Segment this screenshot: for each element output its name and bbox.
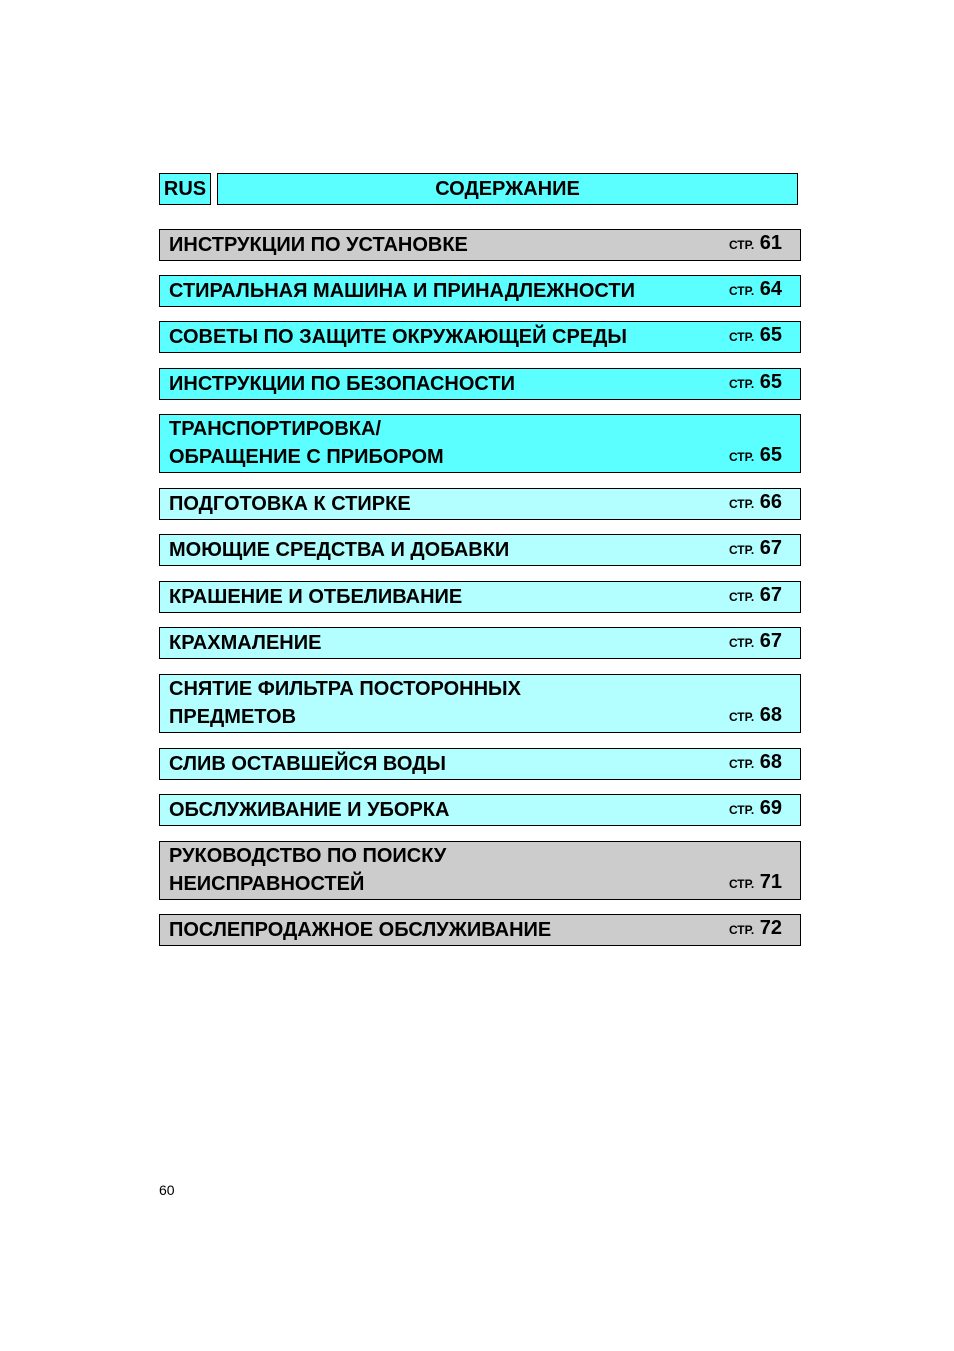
- toc-entry-page-number: 68: [759, 704, 782, 726]
- toc-entry-page-ref: [729, 701, 782, 731]
- toc-entry[interactable]: [159, 534, 801, 566]
- toc-entry-title: МОЮЩИЕ СРЕДСТВА И ДОБАВКИ: [169, 539, 510, 561]
- page-prefix: СТР.: [728, 636, 755, 650]
- toc-entry[interactable]: [159, 748, 801, 780]
- toc-entry[interactable]: [159, 229, 801, 261]
- toc-entry[interactable]: [159, 581, 801, 613]
- toc-entry[interactable]: [159, 674, 801, 733]
- toc-entry-title: СОВЕТЫ ПО ЗАЩИТЕ ОКРУЖАЮЩЕЙ СРЕДЫ: [169, 326, 627, 348]
- toc-entry[interactable]: [159, 488, 801, 520]
- page-prefix: СТР.: [728, 757, 755, 771]
- page-prefix: СТР.: [728, 497, 755, 511]
- toc-entry[interactable]: [159, 914, 801, 946]
- toc-entry-page-number: 66: [759, 491, 782, 513]
- toc-entry-page-number: 61: [759, 232, 782, 254]
- toc-entry-page-number: 64: [759, 278, 782, 300]
- page-prefix: СТР.: [728, 803, 755, 817]
- toc-entry[interactable]: [159, 627, 801, 659]
- toc-entry[interactable]: [159, 841, 801, 900]
- toc-entry-title: ПОСЛЕПРОДАЖНОЕ ОБСЛУЖИВАНИЕ: [169, 919, 552, 941]
- toc-entry-page-number: 69: [759, 797, 782, 819]
- toc-entry-title: КРАШЕНИЕ И ОТБЕЛИВАНИЕ: [169, 586, 463, 608]
- toc-entry-page-ref: [729, 441, 782, 471]
- toc-entry-page-ref: [729, 368, 782, 398]
- toc-entry[interactable]: [159, 321, 801, 353]
- page-prefix: СТР.: [728, 377, 755, 391]
- toc-entry-page-ref: [729, 868, 782, 898]
- toc-entry-page-ref: [729, 581, 782, 611]
- page-prefix: СТР.: [728, 450, 755, 464]
- toc-entry-page-ref: [729, 321, 782, 351]
- toc-entry-title: ИНСТРУКЦИИ ПО УСТАНОВКЕ: [169, 234, 468, 256]
- toc-entry-page-ref: [729, 627, 782, 657]
- toc-entry-title: СТИРАЛЬНАЯ МАШИНА И ПРИНАДЛЕЖНОСТИ: [169, 280, 635, 302]
- toc-entry-page-number: 67: [759, 584, 782, 606]
- toc-entry-title: СЛИВ ОСТАВШЕЙСЯ ВОДЫ: [169, 753, 446, 775]
- toc-entry-title: КРАХМАЛЕНИЕ: [169, 632, 322, 654]
- page-prefix: СТР.: [728, 877, 755, 891]
- toc-entry-title: РУКОВОДСТВО ПО ПОИСКУ НЕИСПРАВНОСТЕЙ: [169, 845, 447, 895]
- toc-entry[interactable]: [159, 414, 801, 473]
- toc-entry-page-ref: [729, 488, 782, 518]
- toc-entry-title: ПОДГОТОВКА К СТИРКЕ: [169, 493, 411, 515]
- toc-entry-page-number: 67: [759, 630, 782, 652]
- page-prefix: СТР.: [728, 590, 755, 604]
- toc-entry-page-number: 65: [759, 324, 782, 346]
- toc-entry-title: ТРАНСПОРТИРОВКА/ ОБРАЩЕНИЕ С ПРИБОРОМ: [169, 418, 444, 468]
- toc-entry-page-number: 65: [759, 371, 782, 393]
- toc-entry-page-number: 71: [759, 871, 782, 893]
- toc-entry-page-number: 65: [759, 444, 782, 466]
- toc-entry-page-ref: [729, 914, 782, 944]
- toc-entry-page-ref: [729, 748, 782, 778]
- page-prefix: СТР.: [728, 710, 755, 724]
- page-prefix: СТР.: [728, 923, 755, 937]
- toc-entry-page-number: 72: [759, 917, 782, 939]
- toc-entry-page-number: 67: [759, 537, 782, 559]
- toc-entry-page-ref: [729, 229, 782, 259]
- page-prefix: СТР.: [728, 238, 755, 252]
- toc-entry-title: ОБСЛУЖИВАНИЕ И УБОРКА: [169, 799, 450, 821]
- page-prefix: СТР.: [728, 543, 755, 557]
- toc-entry-page-ref: [729, 275, 782, 305]
- toc-entry-page-ref: [729, 794, 782, 824]
- page-prefix: СТР.: [728, 330, 755, 344]
- toc-entry[interactable]: [159, 794, 801, 826]
- toc-entry-page-ref: [729, 534, 782, 564]
- toc-entry[interactable]: [159, 368, 801, 400]
- page-title: СОДЕРЖАНИЕ: [217, 173, 798, 205]
- page-number: 60: [159, 1182, 175, 1198]
- page-prefix: СТР.: [728, 284, 755, 298]
- toc-entry[interactable]: [159, 275, 801, 307]
- toc-entry-title: ИНСТРУКЦИИ ПО БЕЗОПАСНОСТИ: [169, 373, 515, 395]
- toc-entry-page-number: 68: [759, 751, 782, 773]
- toc-entry-title: СНЯТИЕ ФИЛЬТРА ПОСТОРОННЫХ ПРЕДМЕТОВ: [169, 678, 521, 728]
- language-badge: RUS: [159, 173, 211, 205]
